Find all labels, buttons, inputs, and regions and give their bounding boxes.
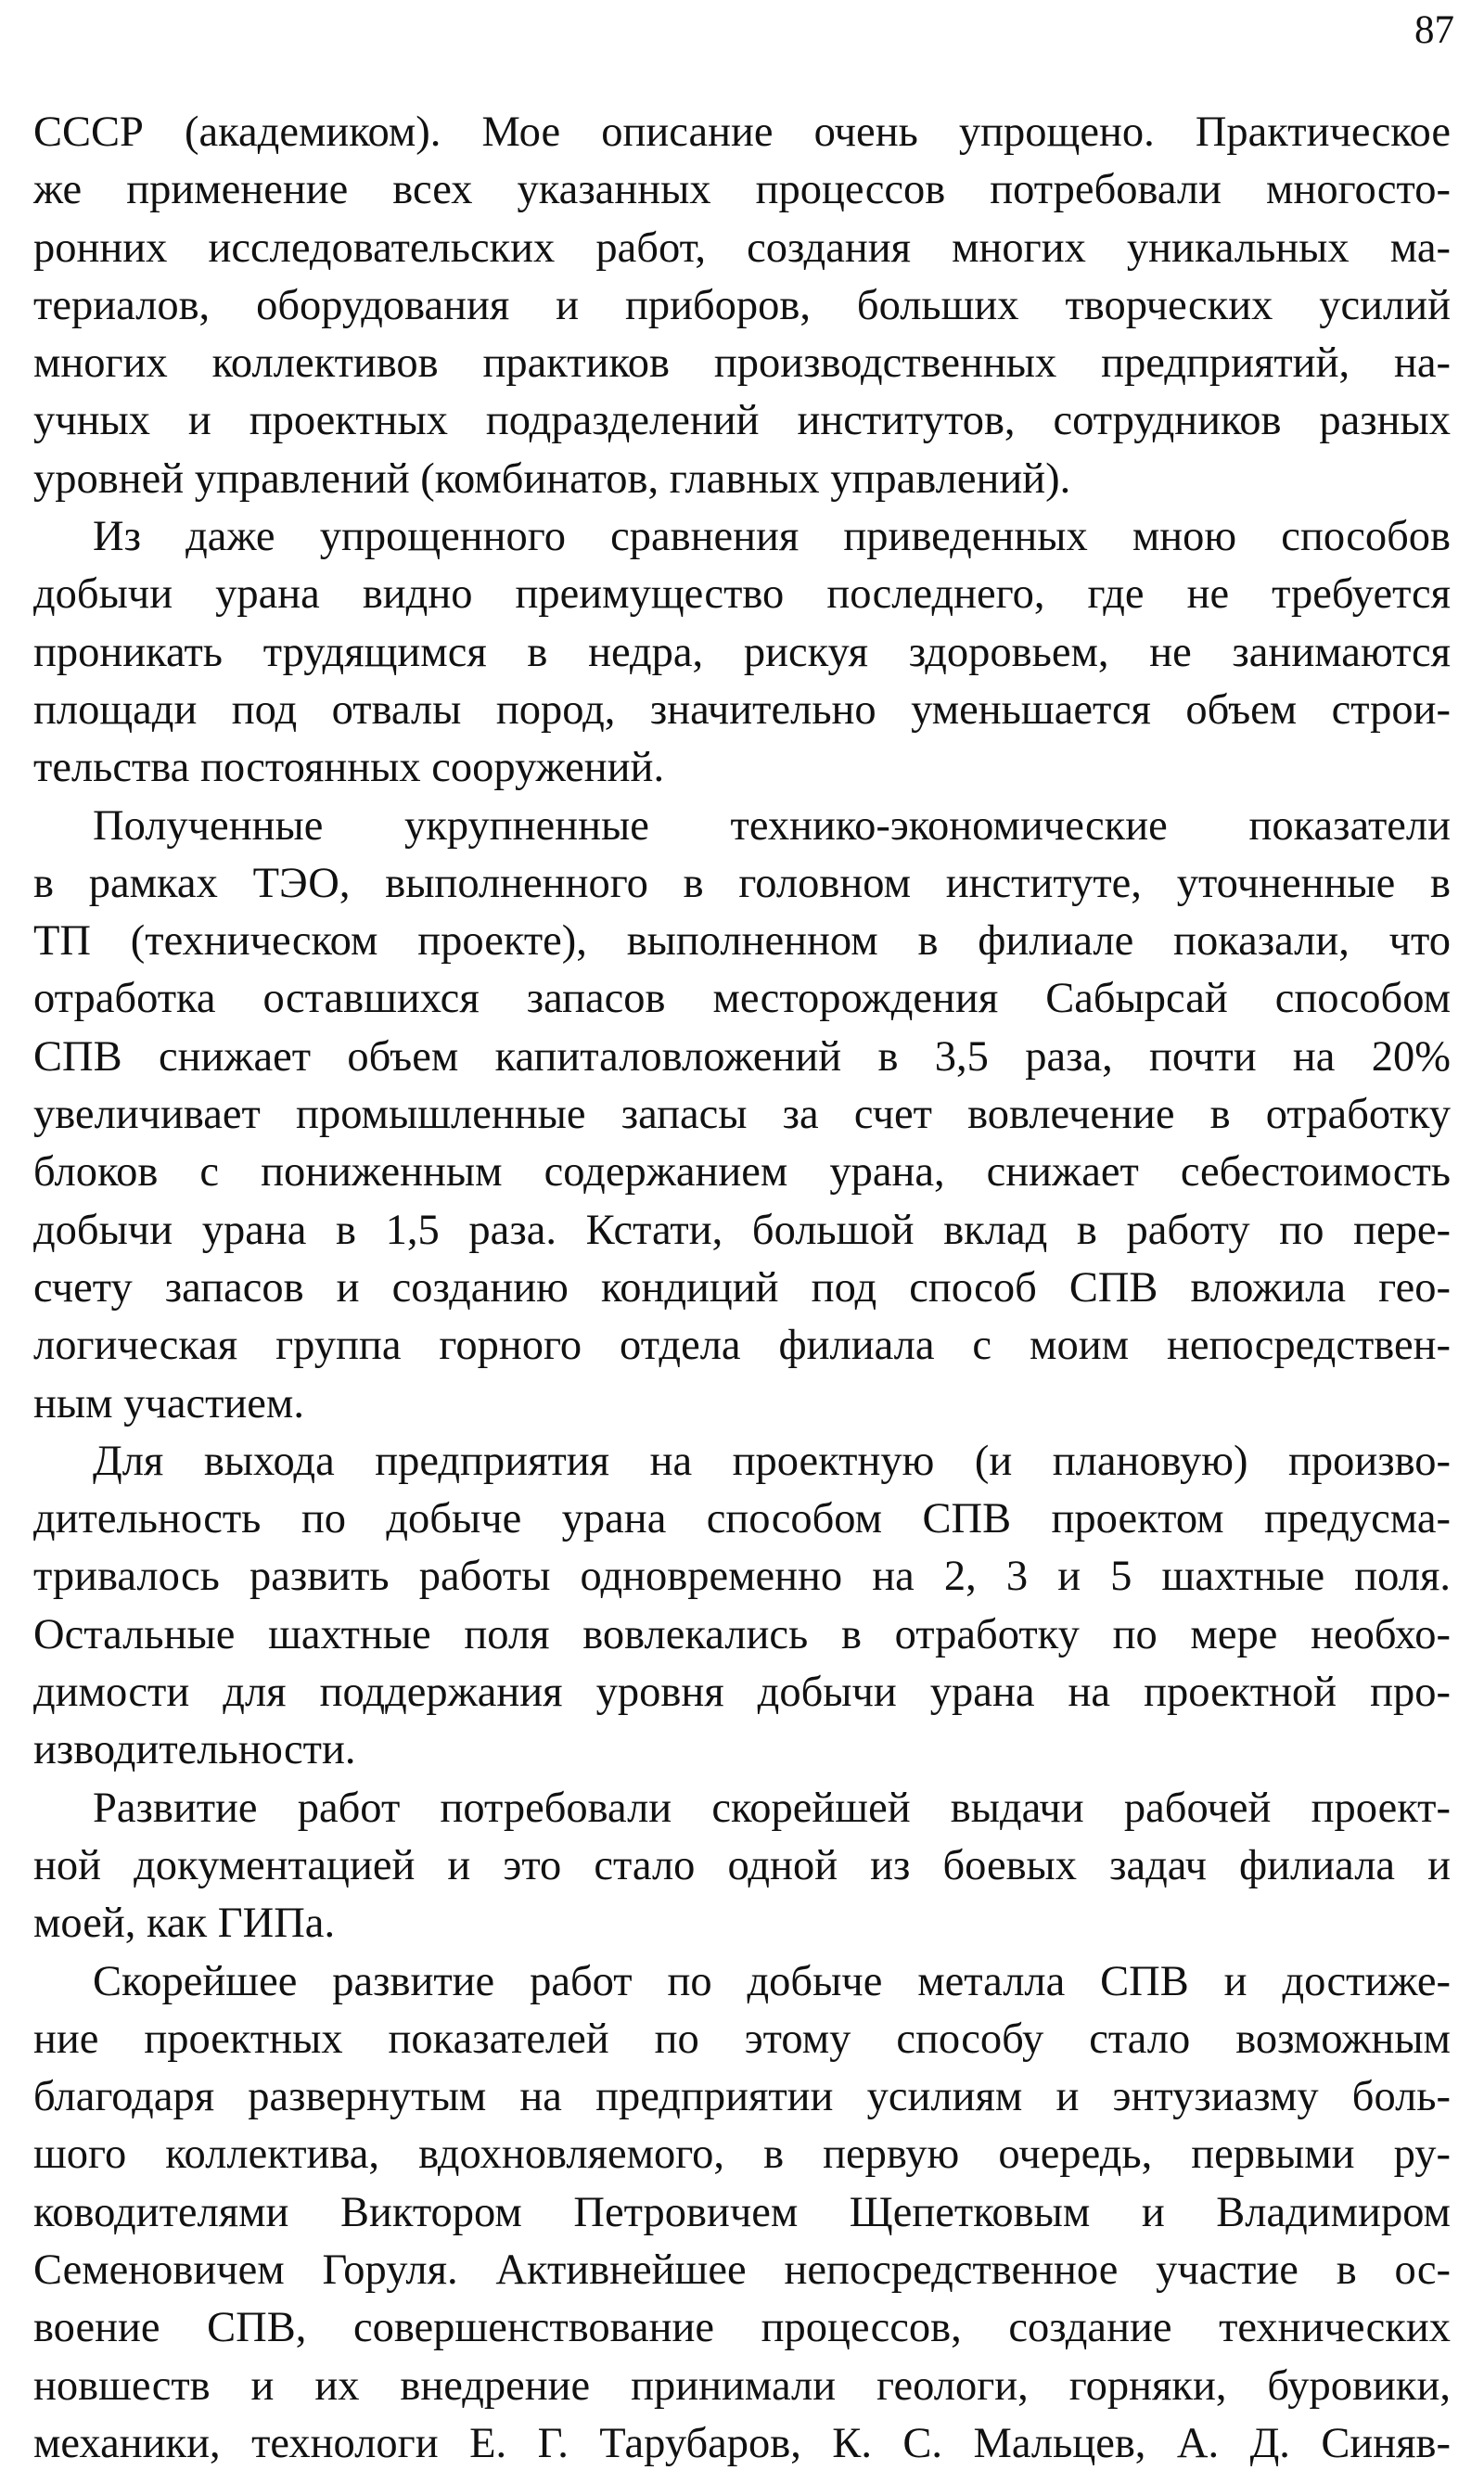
text-line: отработка оставшихся запасов месторождения Сабырсай способом — [33, 975, 1451, 1023]
paragraph — [33, 508, 1451, 797]
text-line: моей, как ГИПа. — [33, 1900, 336, 1948]
text-line: шого коллектива, вдохновляемого, в первую очередь, первыми ру- — [33, 2131, 1451, 2179]
text-line: добычи урана видно преимущество последнего, где не требуется — [33, 570, 1451, 619]
text-line: ТП (техническом проекте), выполненном в филиале показали, что — [33, 917, 1451, 966]
text-line: териалов, оборудования и приборов, больших творческих усилий — [33, 281, 1451, 329]
text-line: ным участием. — [33, 1379, 304, 1427]
text-line: площади под отвалы пород, значительно уменьшается объем строи- — [33, 685, 1451, 734]
text-line: воение СПВ, совершенствование процессов, создание технических — [33, 2304, 1451, 2352]
body-text — [33, 104, 1451, 2473]
text-line: ронних исследовательских работ, создания многих уникальных ма- — [33, 224, 1451, 272]
text-line: ной документацией и это стало одной из боевых задач филиала и — [33, 1841, 1451, 1889]
text-line: димости для поддержания уровня добычи урана на проектной про- — [33, 1669, 1451, 1717]
text-line: Полученные укрупненные технико-экономические показатели — [93, 801, 1451, 850]
paragraph — [33, 104, 1451, 508]
text-line: благодаря развернутым на предприятии усилиям и энтузиазму боль- — [33, 2073, 1451, 2121]
text-line: в рамках ТЭО, выполненного в головном институте, уточненные в — [33, 859, 1451, 907]
text-line: СПВ снижает объем капиталовложений в 3,5 раза, почти на 20% — [33, 1032, 1451, 1081]
text-line: СССР (академиком). Мое описание очень упрощено. Практическое — [33, 109, 1451, 156]
text-line: Из даже упрощенного сравнения приведенных мною способов — [93, 513, 1451, 561]
text-line: изводительности. — [33, 1726, 356, 1774]
text-line: блоков с пониженным содержанием урана, снижает себестоимость — [33, 1148, 1451, 1197]
paragraph — [33, 1433, 1451, 1780]
text-line: Развитие работ потребовали скорейшей выдачи рабочей проект- — [93, 1784, 1451, 1832]
text-line: Для выхода предприятия на проектную (и плановую) произво- — [93, 1437, 1451, 1485]
text-line: увеличивает промышленные запасы за счет вовлечение в отработку — [33, 1091, 1451, 1139]
text-line: Семеновичем Горуля. Активнейшее непосредственное участие в ос- — [33, 2246, 1451, 2294]
text-line: ние проектных показателей по этому способу стало возможным — [33, 2015, 1451, 2063]
text-line: Скорейшее развитие работ по добыче металла СПВ и достиже- — [93, 1957, 1451, 2005]
text-line: дительность по добыче урана способом СПВ проектом предусма- — [33, 1495, 1451, 1543]
text-line: тривалось развить работы одновременно на 2, 3 и 5 шахтные поля. — [33, 1553, 1451, 1601]
text-line: логическая группа горного отдела филиала с моим непосредствен- — [33, 1322, 1451, 1370]
text-line: ководителями Виктором Петровичем Щепетковым и Владимиром — [33, 2188, 1451, 2236]
text-line: Остальные шахтные поля вовлекались в отработку по мере необхо- — [33, 1610, 1451, 1658]
text-line: механики, технологи Е. Г. Тарубаров, К. С. Мальцев, А. Д. Синяв- — [33, 2419, 1451, 2467]
text-line: добычи урана в 1,5 раза. Кстати, большой вклад в работу по пере- — [33, 1206, 1451, 1254]
text-line: счету запасов и созданию кондиций под способ СПВ вложила гео- — [33, 1263, 1451, 1312]
paragraph — [33, 798, 1451, 1433]
text-line: новшеств и их внедрение принимали геологи, горняки, буровики, — [33, 2361, 1451, 2410]
text-line: проникать трудящимся в недра, рискуя здоровьем, не занимаются — [33, 628, 1451, 676]
text-line: учных и проектных подразделений институтов, сотрудников разных — [33, 397, 1451, 445]
text-line: тельства постоянных сооружений. — [33, 744, 665, 792]
paragraph — [33, 1953, 1451, 2474]
text-line: многих коллективов практиков производственных предприятий, на- — [33, 339, 1451, 388]
paragraph — [33, 1780, 1451, 1953]
text-line: же применение всех указанных процессов потребовали многосто- — [33, 166, 1451, 214]
page-number: 87 — [1414, 8, 1454, 52]
text-line: уровней управлений (комбинатов, главных управлений). — [33, 454, 1071, 503]
